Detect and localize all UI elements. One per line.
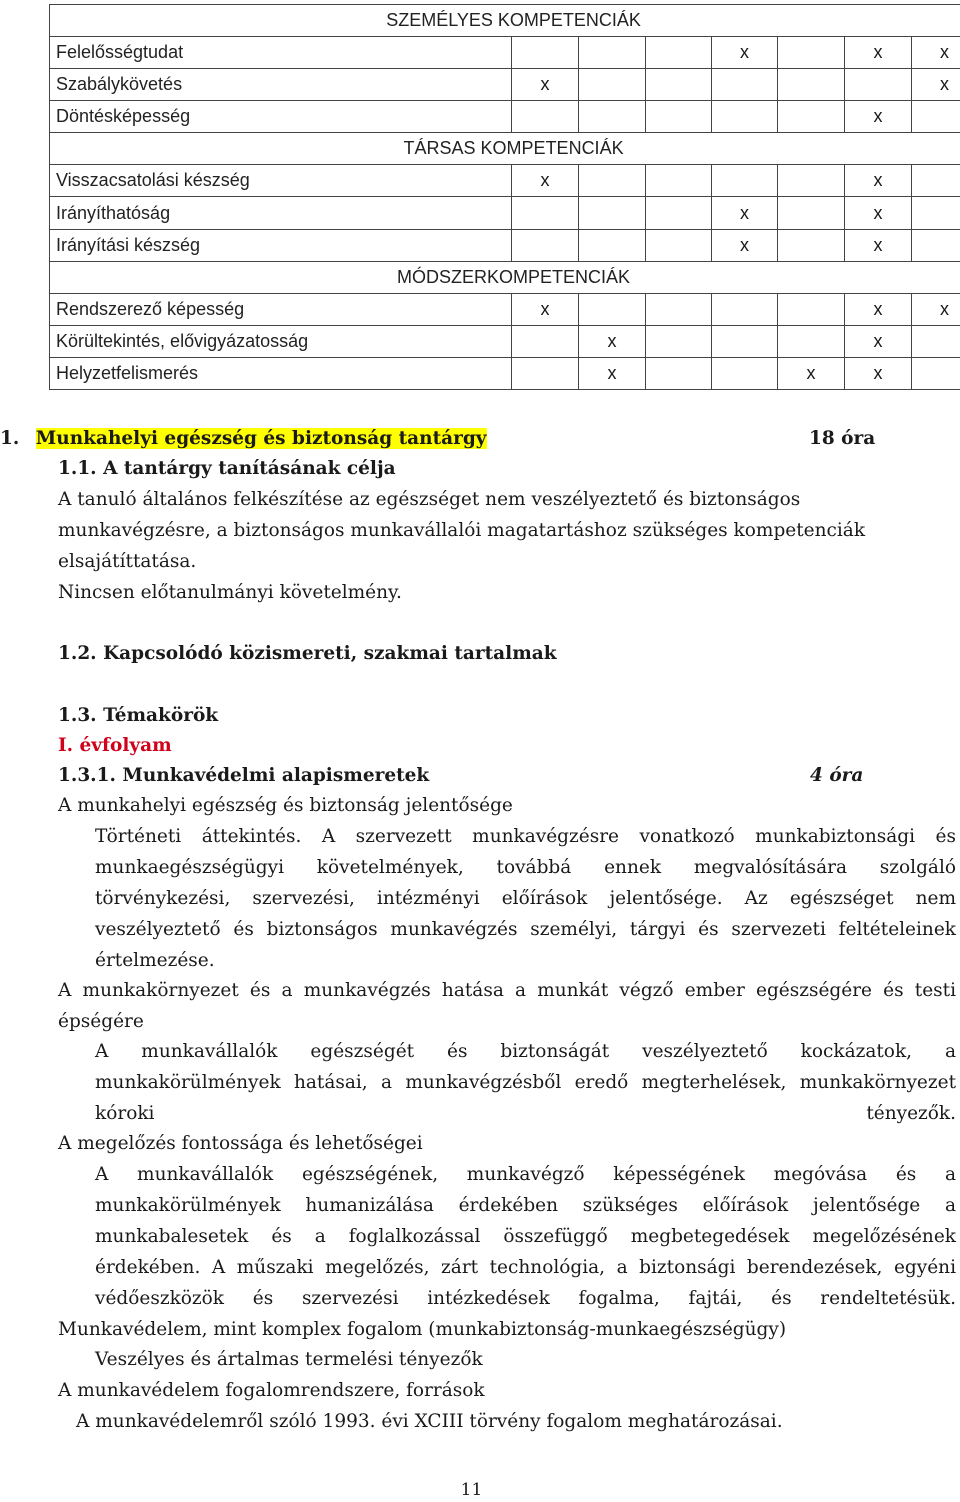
competence-mark-cell (646, 229, 712, 261)
competence-mark-cell (912, 165, 960, 197)
competence-mark-cell: x (845, 293, 912, 325)
competence-mark-cell: x (512, 69, 579, 101)
competence-mark-cell (845, 69, 912, 101)
competence-mark-cell (778, 37, 845, 69)
section-heading (0, 423, 487, 454)
competence-table (49, 4, 960, 390)
competence-mark-cell: x (512, 165, 579, 197)
table-section-header: MÓDSZERKOMPETENCIÁK (50, 261, 960, 293)
competence-mark-cell (712, 69, 778, 101)
content-body-2: A munkavállalók egészségét és biztonságát veszélyeztető kockázatok, a munkakörülmények hatásai, a munkavégzésből eredő megterhelések, munkakörnyezet kóroki tényezők. (95, 1041, 956, 1124)
competence-mark-cell (512, 197, 579, 229)
competence-mark-cell: x (579, 357, 646, 389)
competence-mark-cell (778, 293, 845, 325)
competence-mark-cell: x (579, 325, 646, 357)
table-section-header: TÁRSAS KOMPETENCIÁK (50, 133, 960, 165)
competence-mark-cell (778, 197, 845, 229)
competence-mark-cell (778, 165, 845, 197)
competence-mark-cell (579, 293, 646, 325)
topic-title: 1.3.1. Munkavédelmi alapismeretek (58, 765, 430, 786)
content-heading-1: A munkahelyi egészség és biztonság jelentősége (58, 795, 513, 816)
competence-mark-cell (579, 165, 646, 197)
content-heading-4: Munkavédelem, mint komplex fogalom (munkabiztonság-munkaegészségügy) (58, 1319, 787, 1340)
page-number: 11 (460, 1480, 483, 1500)
content-heading-5: A munkavédelem fogalomrendszere, források (58, 1380, 485, 1401)
table-row (50, 37, 960, 69)
competence-mark-cell (912, 197, 960, 229)
competence-mark-cell (712, 357, 778, 389)
competence-mark-cell (778, 229, 845, 261)
year-heading: I. évfolyam (58, 735, 172, 756)
competence-mark-cell: x (512, 293, 579, 325)
competence-mark-cell (579, 197, 646, 229)
competence-mark-cell: x (712, 37, 778, 69)
competence-mark-cell: x (845, 357, 912, 389)
competence-mark-cell (646, 325, 712, 357)
competence-mark-cell: x (712, 229, 778, 261)
content-body-3: A munkavállalók egészségének, munkavégző képességének megóvása és a munkakörülmények humanizálása érdekében szükséges előírások jelentősége a munkabalesetek és a foglalkozással összefüggő megbetegedések megelőzésének érdekében. A műszaki megelőzés, zárt technológia, a biztonsági berendezések, egyéni védőeszközök és szervezési intézkedések fogalma, fajtái, és rendeltetésük. (95, 1164, 956, 1309)
section-hours: 18 óra (809, 428, 876, 449)
content-body-1: Történeti áttekintés. A szervezett munkavégzésre vonatkozó munkabiztonsági és munkaegészségügyi követelmények, továbbá ennek megvalósítására szolgáló törvénykezési, szervezési, intézményi előírások jelentősége. Az egészséget nem veszélyeztető és biztonságos munkavégzés személyi, tárgyi és szervezeti feltételeinek értelmezése. (95, 826, 956, 971)
competence-mark-cell (646, 165, 712, 197)
competence-label: Döntésképesség (50, 101, 512, 133)
competence-mark-cell: x (845, 325, 912, 357)
competence-mark-cell (512, 37, 579, 69)
table-section-header-row (50, 261, 960, 293)
table-row (50, 165, 960, 197)
table-section-header-row (50, 133, 960, 165)
competence-mark-cell (579, 69, 646, 101)
competence-mark-cell: x (912, 37, 960, 69)
goal-paragraph: A tanuló általános felkészítése az egészséget nem veszélyeztető és biztonságos munkavégzésre, a biztonságos munkavállalói magatartáshoz szükséges kompetenciák elsajátíttatása. (58, 489, 866, 572)
competence-mark-cell (646, 197, 712, 229)
table-row (50, 69, 960, 101)
table-section-header: SZEMÉLYES KOMPETENCIÁK (50, 5, 960, 37)
competence-mark-cell (778, 325, 845, 357)
competence-mark-cell: x (845, 229, 912, 261)
table-row (50, 197, 960, 229)
content-body-5: A munkavédelemről szóló 1993. évi XCIII törvény fogalom meghatározásai. (76, 1411, 783, 1432)
competence-mark-cell (646, 293, 712, 325)
competence-mark-cell (512, 357, 579, 389)
competence-mark-cell: x (778, 357, 845, 389)
competence-mark-cell (912, 357, 960, 389)
competence-mark-cell (712, 165, 778, 197)
competence-mark-cell (512, 325, 579, 357)
competence-mark-cell (646, 37, 712, 69)
prerequisite-text: Nincsen előtanulmányi követelmény. (58, 582, 402, 603)
competence-mark-cell: x (912, 293, 960, 325)
table-row (50, 229, 960, 261)
topic-hours: 4 óra (810, 765, 864, 786)
content-body-4: Veszélyes és ártalmas termelési tényezők (95, 1349, 483, 1370)
competence-mark-cell (712, 325, 778, 357)
competence-mark-cell (579, 229, 646, 261)
competence-mark-cell (912, 325, 960, 357)
subsection-title-related: 1.2. Kapcsolódó közismereti, szakmai tartalmak (58, 643, 557, 664)
subsection-title-topics: 1.3. Témakörök (58, 705, 219, 726)
section-number: 1. (0, 428, 20, 449)
competence-label: Felelősségtudat (50, 37, 512, 69)
competence-mark-cell (712, 101, 778, 133)
competence-mark-cell (579, 37, 646, 69)
competence-mark-cell (646, 69, 712, 101)
competence-mark-cell: x (912, 69, 960, 101)
table-row (50, 293, 960, 325)
competence-mark-cell (712, 293, 778, 325)
competence-mark-cell (512, 101, 579, 133)
content-heading-2: A munkakörnyezet és a munkavégzés hatása a munkát végző ember egészségére és testi épségére (58, 980, 956, 1032)
competence-mark-cell (778, 101, 845, 133)
competence-mark-cell: x (845, 37, 912, 69)
subsection-title-goal: 1.1. A tantárgy tanításának célja (58, 458, 396, 479)
competence-mark-cell (912, 101, 960, 133)
competence-mark-cell (646, 357, 712, 389)
table-row (50, 357, 960, 389)
competence-mark-cell: x (845, 165, 912, 197)
table-section-header-row (50, 5, 960, 37)
competence-mark-cell (778, 69, 845, 101)
competence-mark-cell (646, 101, 712, 133)
competence-label: Szabálykövetés (50, 69, 512, 101)
competence-label: Helyzetfelismerés (50, 357, 512, 389)
competence-mark-cell: x (845, 197, 912, 229)
competence-label: Rendszerező képesség (50, 293, 512, 325)
competence-mark-cell (512, 229, 579, 261)
section-title: Munkahelyi egészség és biztonság tantárgy (35, 428, 487, 449)
competence-mark-cell (579, 101, 646, 133)
competence-label: Irányítási készség (50, 229, 512, 261)
competence-label: Körültekintés, elővigyázatosság (50, 325, 512, 357)
table-row (50, 325, 960, 357)
competence-mark-cell: x (845, 101, 912, 133)
competence-label: Irányíthatóság (50, 197, 512, 229)
content-heading-3: A megelőzés fontossága és lehetőségei (58, 1133, 423, 1154)
competence-mark-cell: x (712, 197, 778, 229)
competence-mark-cell (912, 229, 960, 261)
competence-label: Visszacsatolási készség (50, 165, 512, 197)
table-row (50, 101, 960, 133)
